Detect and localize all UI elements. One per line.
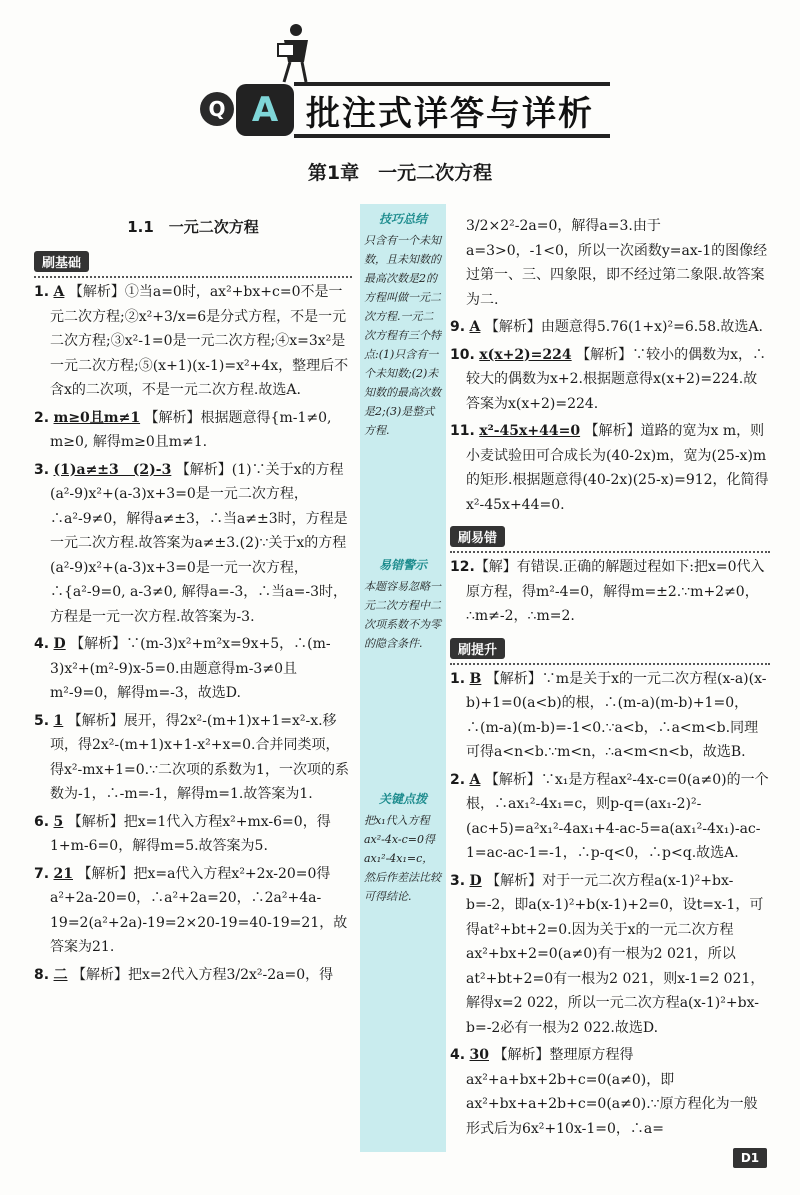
item-number: 3. [450, 872, 466, 889]
note-heading: 关键点拨 [378, 792, 427, 806]
error-tag: 刷易错 [450, 526, 505, 547]
q-badge: Q [200, 92, 234, 126]
item-number: 2. [450, 771, 466, 788]
item-number: 7. [34, 865, 50, 882]
section-title: 1.1 一元二次方程 [127, 218, 259, 236]
item-answer: 二 [53, 966, 68, 983]
note-warning [360, 556, 446, 653]
item-text: 【解析】对于一元二次方程a(x-1)²+bx-b=-2，即a(x-1)²+b(x-1)+2=0，设t=x-1，可得at²+bt+2=0.因为关于x的一元二次方程ax²+bx+2=0(a≠0)有一根为2 021，所以at²+bt+2=0有一根为2 021，则x-1=2 021，解得x=2 022，所以一元二次方程a(x-1)²+bx-b=-2必有一根为2 022.故选D. [466, 872, 765, 1036]
basic-tag-line [34, 245, 352, 278]
item-text: 【解析】把x=1代入方程x²+mx-6=0，得1+m-6=0，解得m=5.故答案为5. [50, 813, 331, 854]
note-text: 本题容易忽略一元二次方程中二次项系数不为零的隐含条件. [364, 580, 441, 650]
answer-item [34, 406, 352, 455]
left-items [34, 280, 352, 987]
item-number: 6. [34, 813, 50, 830]
item-text: 【解析】整理原方程得ax²+a+bx+2b+c=0(a≠0)，即ax²+bx+a+2b+c=0(a≠0).∵原方程化为一般形式后为6x²+10x-1=0，∴a= [466, 1047, 758, 1137]
item-text: 【解】有错误.正确的解题过程如下:把x=0代入原方程，得m²-4=0，解得m=±2.∵m+2≠0，∴m≠-2，∴m=2. [466, 559, 765, 624]
item-answer: D [469, 872, 482, 889]
item-answer: 5 [53, 813, 64, 830]
error-tag-line [450, 520, 770, 553]
item-number: 12. [450, 559, 475, 575]
item-number: 1. [34, 284, 50, 300]
chapter-title: 第1章 一元二次方程 [307, 162, 493, 184]
advance-items [450, 667, 770, 1142]
item-text: 【解析】∵较小的偶数为x，∴较大的偶数为x+2.根据题意得x(x+2)=224.故答案为x(x+2)=224. [466, 346, 766, 412]
item-answer: 21 [53, 865, 73, 882]
item-number: 11. [450, 423, 475, 439]
answer-item [450, 768, 770, 866]
page-number: D1 [733, 1148, 767, 1168]
item-number: 5. [34, 712, 50, 729]
item-text: 【解析】把x=2代入方程3/2x²-2a=0，得 [71, 966, 334, 983]
item-number: 1. [450, 670, 466, 687]
item-text: 【解析】展开，得2x²-(m+1)x+1=x²-x.移项，得2x²-(m+1)x+1-x²+x=0.合并同类项，得x²-mx+1=0.∵二次项的系数为1，一次项的系数为-1，∴-m=-1，解得m=1.故答案为1. [50, 712, 349, 802]
header-title: 批注式详答与详析 [306, 93, 594, 134]
note-text: 把x₁代入方程ax²-4x-c=0得ax₁²-4x₁=c，然后作差法比较可得结论. [364, 814, 441, 903]
item-answer: A [469, 771, 481, 788]
answer-item [450, 869, 770, 1041]
answer-item [34, 632, 352, 706]
item-number: 10. [450, 346, 475, 363]
item-answer: A [53, 284, 65, 300]
answer-item [450, 419, 770, 517]
notes-column [360, 204, 446, 1152]
item-number: 3. [34, 461, 50, 478]
item-answer: m≥0且m≠1 [53, 409, 141, 426]
item-text: 【解析】∵x₁是方程ax²-4x-c=0(a≠0)的一个根，∴ax₁²-4x₁=c，则p-q=(ax₁-2)²-(ac+5)=a²x₁²-4ax₁+4-ac-5=a(ax₁²-4x₁)-ac-1=ac-ac-1=-1，∴p-q<0，∴p<q.故选A. [466, 771, 769, 861]
item-text: 【解析】根据题意得{m-1≠0, m≥0, 解得m≥0且m≠1. [50, 409, 332, 450]
item-answer: A [469, 319, 481, 335]
answer-item [450, 667, 770, 765]
item-number: 9. [450, 319, 466, 335]
item-answer: 1 [53, 712, 64, 729]
basic-tag: 刷基础 [34, 251, 89, 272]
answer-item [34, 458, 352, 630]
note-tips [360, 210, 446, 440]
reading-person-icon [270, 22, 318, 84]
advance-tag: 刷提升 [450, 638, 505, 659]
advance-tag-line [450, 632, 770, 665]
answer-item [450, 343, 770, 417]
answer-item [34, 810, 352, 859]
answer-item [450, 315, 770, 340]
item-text: 【解析】①当a=0时，ax²+bx+c=0不是一元二次方程;②x²+3/x=6是分式方程，不是一元二次方程;③x²-1=0是一元二次方程;④x=3x²是一元二次方程;⑤(x+1)(x-1)=x²+4x，整理后不含x的二次项，不是一元二次方程.故选A. [50, 284, 349, 398]
item-answer: 30 [469, 1047, 489, 1063]
item-text: 【解析】把x=a代入方程x²+2x-20=0得a²+2a-20=0，∴a²+2a=20，∴2a²+4a-19=2(a²+2a)-19=2×20-19=40-19=21，故答案为21. [50, 865, 348, 955]
note-key [360, 790, 446, 906]
answer-item [34, 862, 352, 960]
answer-item [34, 963, 352, 988]
item-answer: D [53, 636, 66, 652]
item-text: 【解析】道路的宽为x m，则小麦试验田可合成长为(40-2x)m，宽为(25-x)m的矩形.根据题意得(40-2x)(25-x)=912，化简得x²-45x+44=0. [466, 423, 769, 513]
answer-item [34, 709, 352, 807]
page-header [0, 0, 800, 150]
item-text: 【解析】∵(m-3)x²+m²x=9x+5，∴(m-3)x²+(m²-9)x-5=0.由题意得m-3≠0且m²-9=0，解得m=-3，故选D. [50, 636, 331, 701]
item-answer: x²-45x+44=0 [479, 423, 581, 439]
note-heading: 技巧总结 [378, 212, 427, 226]
item-number: 4. [450, 1047, 466, 1063]
item-text: 【解析】(1)∵关于x的方程(a²-9)x²+(a-3)x+3=0是一元二次方程，∴a²-9≠0，解得a≠±3，∴当a≠±3时，方程是一元二次方程.故答案为a≠±3.(2)∵关于x的方程(a²-9)x²+(a-3)x+3=0是一元一次方程，∴{a²-9=0, a-3≠0, 解得a=-3，∴当a=-3时，方程是一元一次方程.故答案为-3. [50, 461, 348, 625]
right-column [450, 214, 770, 1144]
note-heading: 易错警示 [378, 558, 427, 572]
right-items [450, 315, 770, 517]
continued-answer: 3/2×2²-2a=0，解得a=3.由于a=3>0，-1<0，所以一次函数y=ax-1的图像经过第一、三、四象限，即不经过第二象限.故答案为二. [466, 218, 768, 308]
item-text: 【解析】∵m是关于x的一元二次方程(x-a)(x-b)+1=0(a<b)的根，∴(m-a)(m-b)+1=0，∴(m-a)(m-b)=-1<0.∵a<b，∴a<m<b.同理可得a<n<b.∵m<n，∴a<m<n<b，故选B. [466, 670, 767, 760]
a-badge: A [236, 84, 294, 136]
item-text: 【解析】由题意得5.76(1+x)²=6.58.故选A. [484, 319, 763, 335]
answer-item [450, 1043, 770, 1141]
answer-item [34, 280, 352, 403]
item-number: 4. [34, 636, 50, 652]
item-answer: x(x+2)=224 [479, 346, 572, 363]
item-answer: (1)a≠±3 (2)-3 [53, 461, 172, 478]
note-text: 只含有一个未知数，且未知数的最高次数是2的方程叫做一元二次方程.一元二次方程有三个特点:(1)只含有一个未知数;(2)未知数的最高次数是2;(3)是整式方程. [364, 234, 441, 437]
header-bar [294, 82, 610, 138]
item-answer: B [469, 670, 482, 687]
left-column [34, 214, 352, 990]
item-number: 2. [34, 409, 50, 426]
item-number: 8. [34, 966, 50, 983]
error-item [450, 555, 770, 629]
